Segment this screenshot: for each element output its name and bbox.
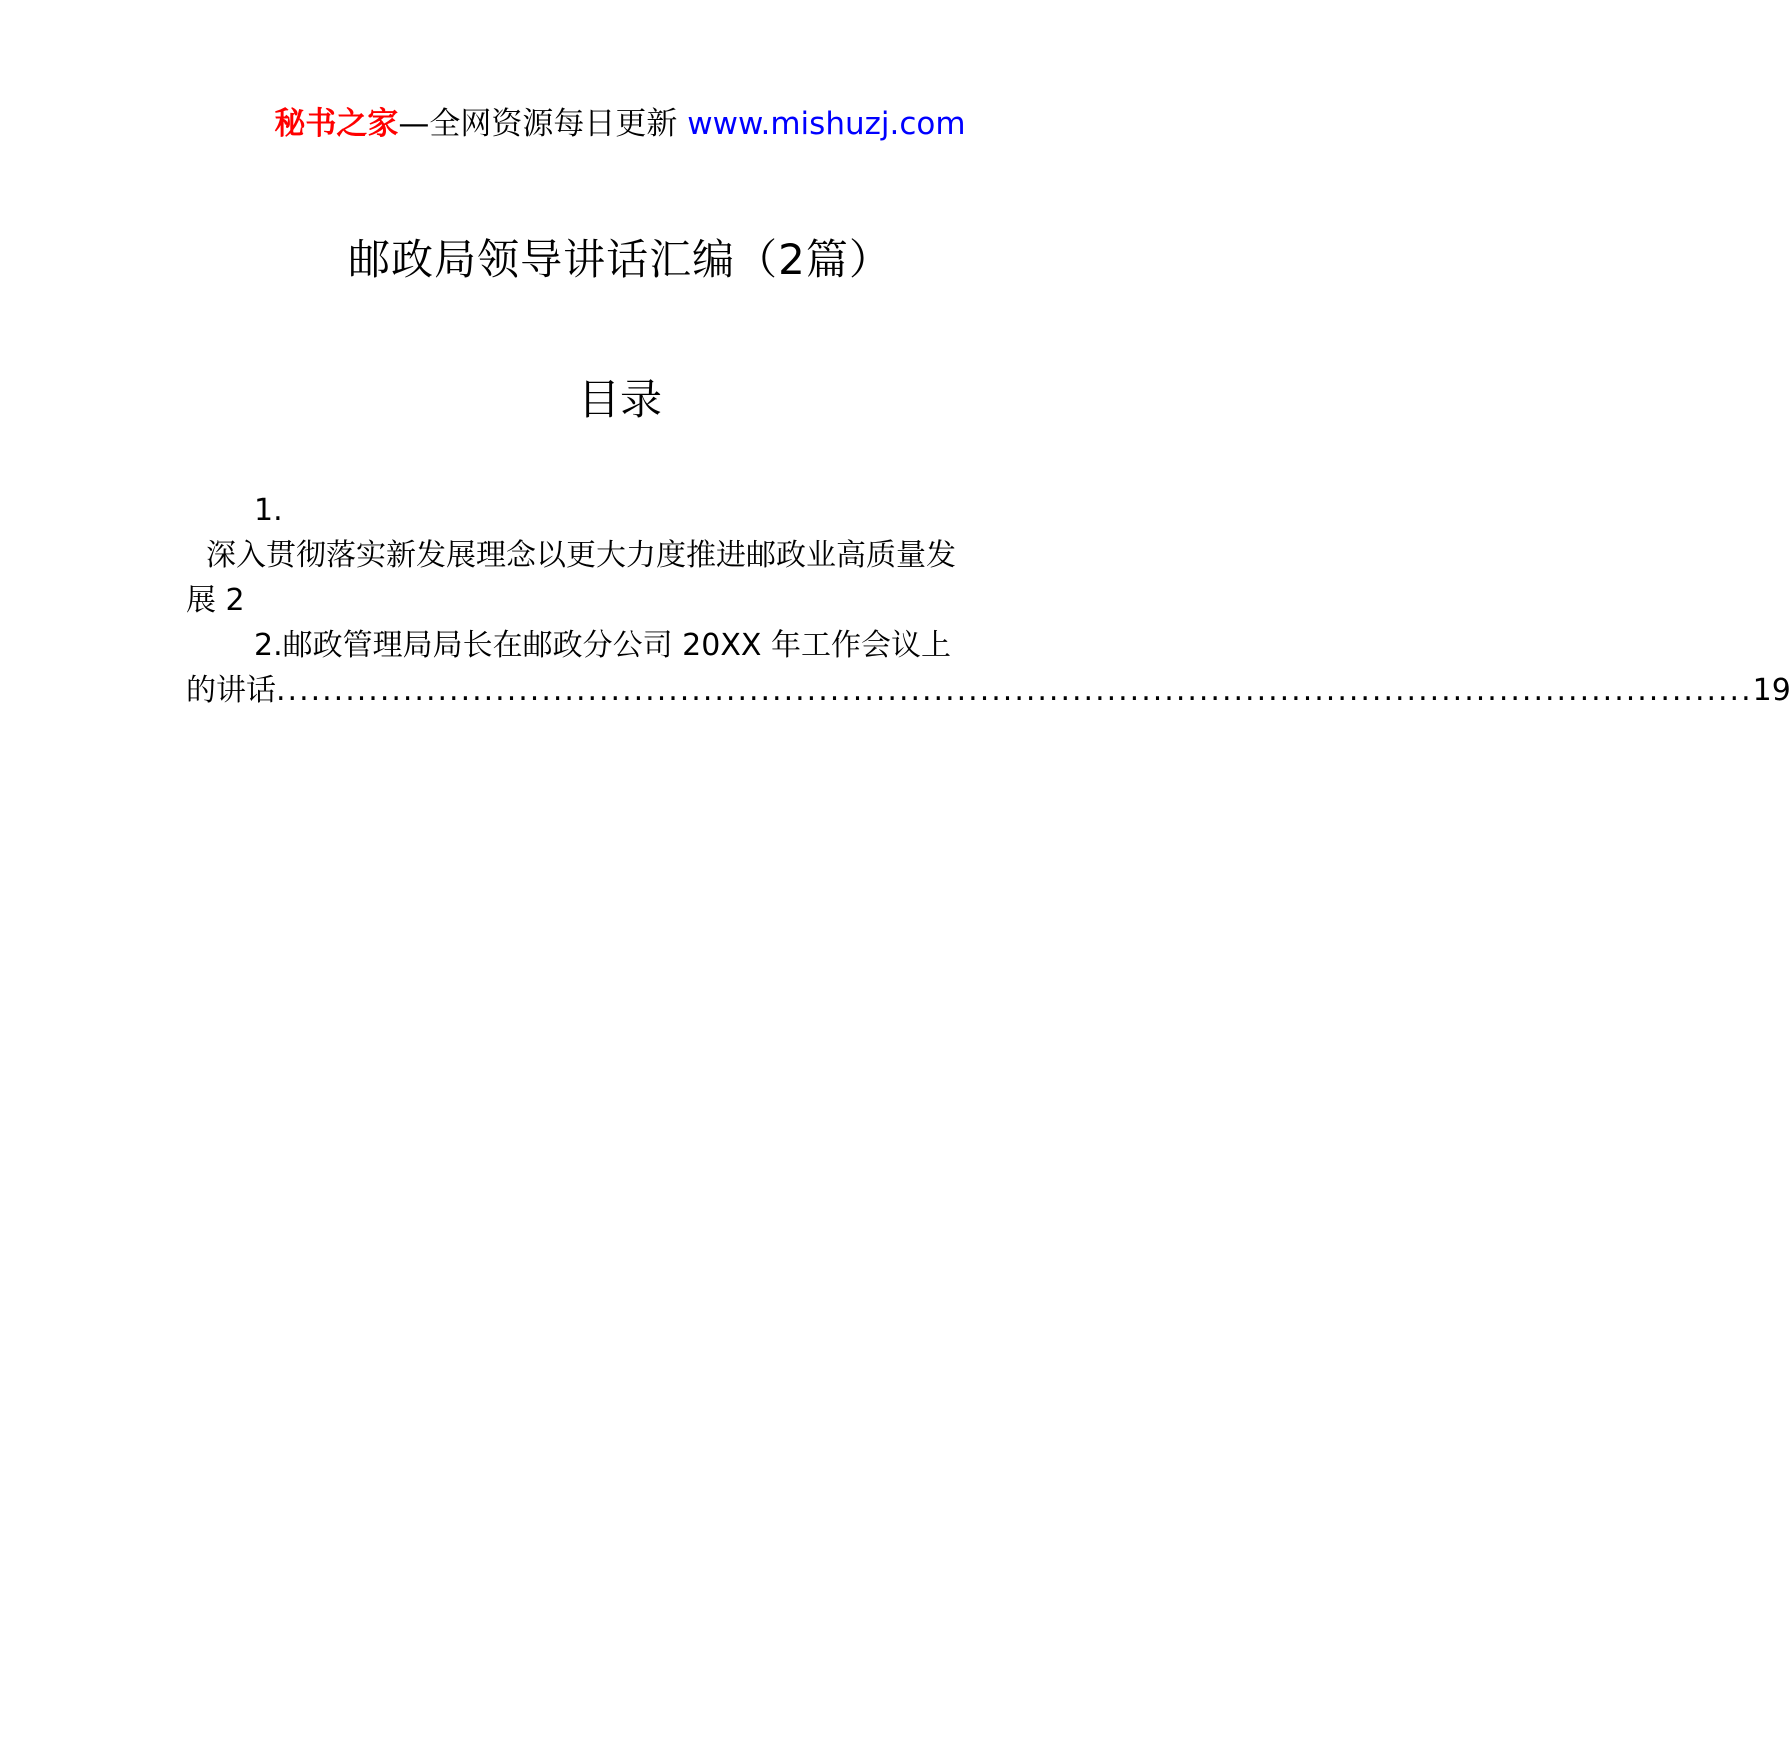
site-tagline: —全网资源每日更新 xyxy=(398,106,678,142)
toc-page-number: 19 xyxy=(1752,673,1791,708)
site-url-link[interactable]: www.mishuzj.com xyxy=(687,106,966,142)
toc-entry-number: 1. xyxy=(254,493,283,528)
toc-entry-text: 2.邮政管理局局长在邮政分公司 20XX 年工作会议上 xyxy=(254,628,951,663)
toc-entry-text: 深入贯彻落实新发展理念以更大力度推进邮政业高质量发 xyxy=(206,538,956,573)
site-brand: 秘书之家 xyxy=(274,106,399,142)
toc-entry-text-continued: 展 2 xyxy=(186,583,245,618)
toc-heading: 目录 xyxy=(577,375,662,424)
toc-dot-leader: ................................................................................................................................ xyxy=(276,673,1753,708)
toc-entry-text-continued: 的讲话 xyxy=(186,673,276,708)
table-of-contents xyxy=(186,488,1791,713)
toc-entry-2[interactable] xyxy=(186,623,1791,713)
document-title: 邮政局领导讲话汇编（2篇） xyxy=(348,235,892,284)
toc-entry-leader-line xyxy=(186,668,1791,713)
site-banner xyxy=(0,100,1240,148)
toc-entry-1[interactable] xyxy=(186,488,1054,623)
